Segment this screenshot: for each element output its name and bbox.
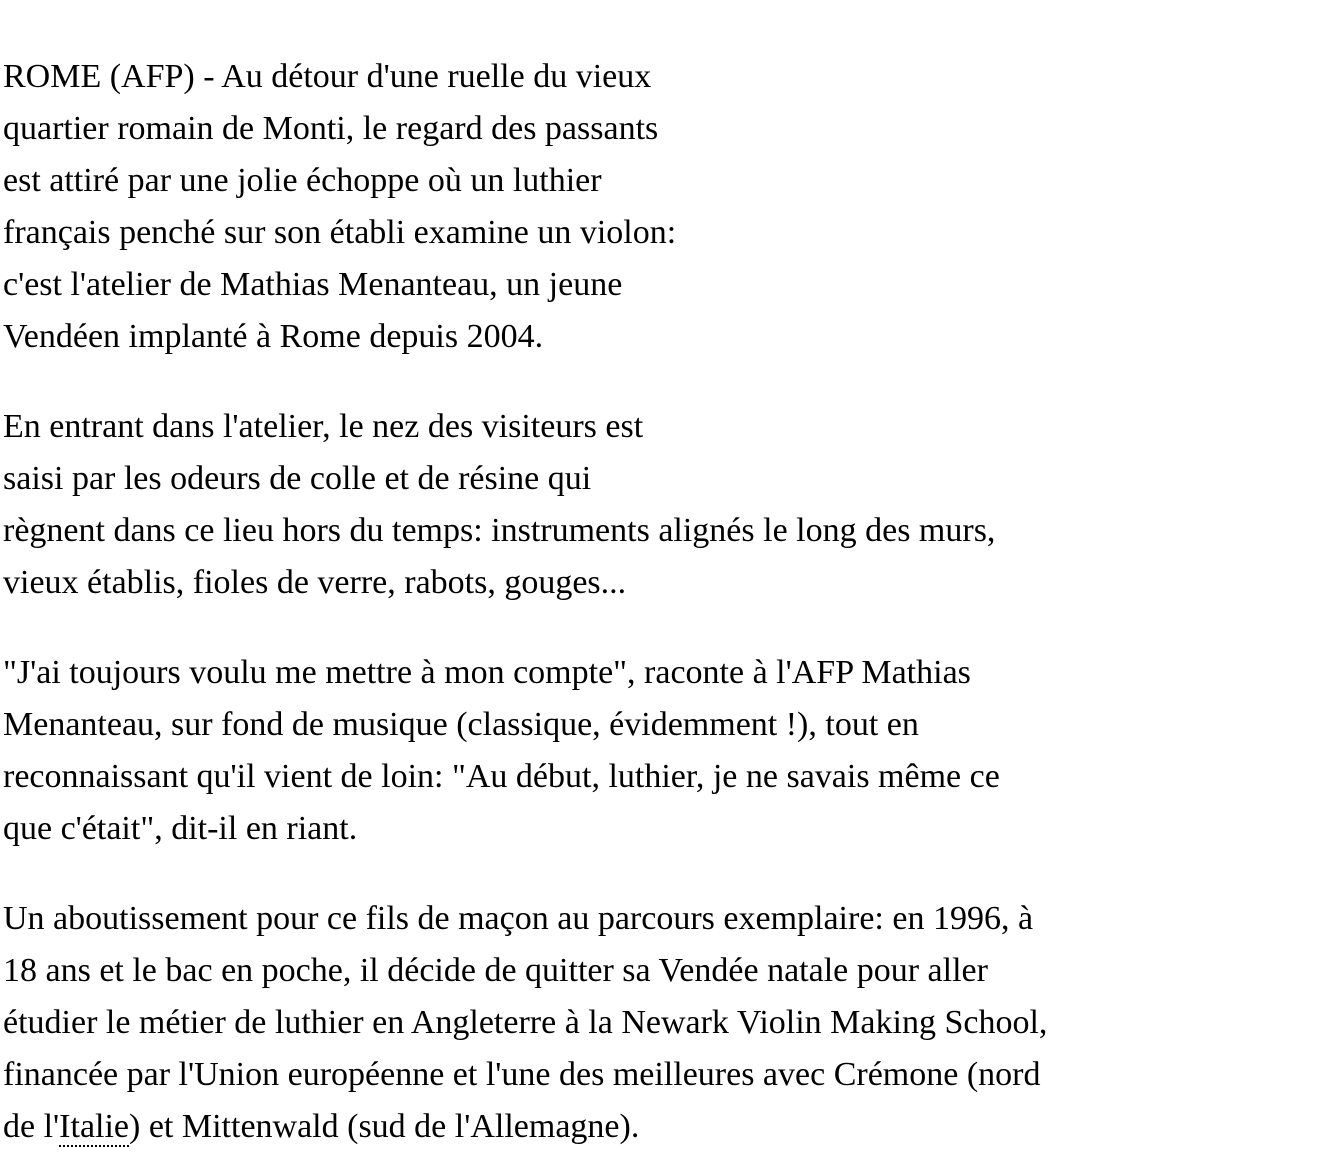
text-line: règnent dans ce lieu hors du temps: instruments alignés le long des murs,	[3, 512, 996, 549]
text-line: est attiré par une jolie échoppe où un luthier	[3, 162, 602, 199]
text-fragment: ) et Mittenwald (sud de l'Allemagne).	[129, 1108, 640, 1145]
text-fragment: de l'	[3, 1108, 60, 1145]
paragraph-3	[3, 647, 1321, 855]
text-line: En entrant dans l'atelier, le nez des visiteurs est	[3, 408, 644, 445]
text-line: vieux établis, fioles de verre, rabots, gouges...	[3, 564, 627, 601]
text-line: saisi par les odeurs de colle et de résine qui	[3, 460, 592, 497]
text-line: que c'était", dit-il en riant.	[3, 810, 358, 847]
text-line: Menanteau, sur fond de musique (classique, évidemment !), tout en	[3, 706, 919, 743]
text-line: financée par l'Union européenne et l'une des meilleures avec Crémone (nord	[3, 1056, 1041, 1093]
text-line: français penché sur son établi examine un violon:	[3, 214, 677, 251]
paragraph-4	[3, 893, 1321, 1153]
text-line: ROME (AFP) - Au détour d'une ruelle du vieux	[3, 58, 652, 95]
text-line: quartier romain de Monti, le regard des passants	[3, 110, 659, 147]
text-line: Vendéen implanté à Rome depuis 2004.	[3, 318, 544, 355]
paragraph-1	[3, 51, 1321, 363]
text-line: reconnaissant qu'il vient de loin: "Au début, luthier, je ne savais même ce	[3, 758, 1000, 795]
text-line: Un aboutissement pour ce fils de maçon au parcours exemplaire: en 1996, à	[3, 900, 1034, 937]
paragraph-2	[3, 401, 1321, 609]
article-body	[3, 51, 1321, 1153]
text-line: c'est l'atelier de Mathias Menanteau, un jeune	[3, 266, 623, 303]
text-line-last	[3, 1101, 1321, 1153]
text-line: étudier le métier de luthier en Angleterre à la Newark Violin Making School,	[3, 1004, 1048, 1041]
italie-link[interactable]: Italie	[59, 1108, 130, 1145]
text-line: 18 ans et le bac en poche, il décide de quitter sa Vendée natale pour aller	[3, 952, 988, 989]
text-line: "J'ai toujours voulu me mettre à mon compte", raconte à l'AFP Mathias	[3, 654, 971, 691]
